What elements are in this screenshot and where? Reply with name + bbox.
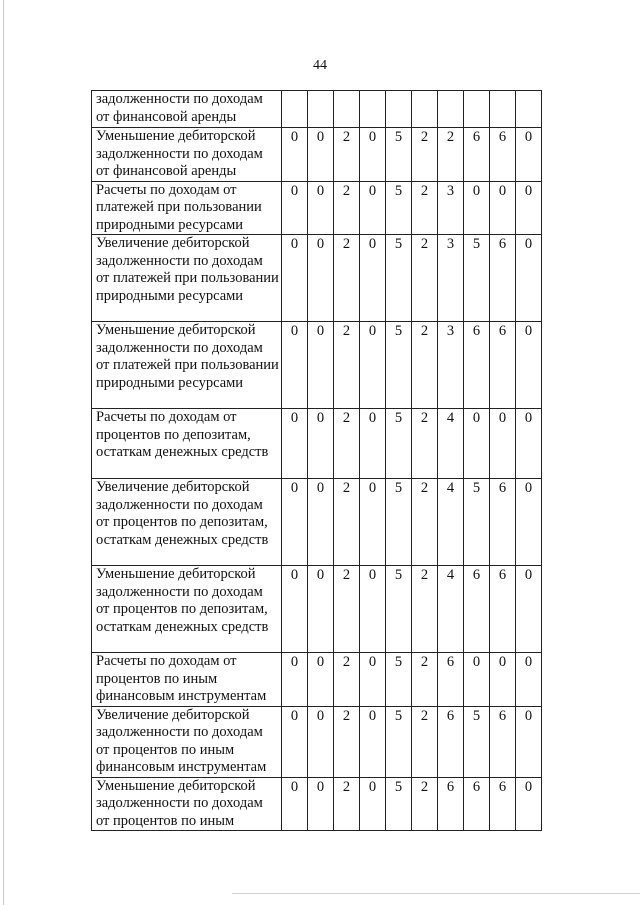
code-digit: 0 <box>516 566 542 653</box>
row-description: Уменьшение дебиторской задолженности по доходам от процентов по иным <box>92 777 282 831</box>
code-digit: 0 <box>516 653 542 707</box>
code-digit: 6 <box>464 777 490 831</box>
code-digit: 0 <box>360 322 386 409</box>
code-digit <box>516 91 542 128</box>
code-digit: 6 <box>490 479 516 566</box>
table-body <box>92 91 542 831</box>
code-digit: 0 <box>282 706 308 777</box>
code-digit: 5 <box>464 235 490 322</box>
row-description: Увеличение дебиторской задолженности по доходам от процентов по депозитам, остаткам денежных средств <box>92 479 282 566</box>
code-digit: 6 <box>490 235 516 322</box>
code-digit: 0 <box>308 653 334 707</box>
code-digit <box>412 91 438 128</box>
table-row <box>92 409 542 479</box>
code-digit <box>386 91 412 128</box>
code-digit: 0 <box>490 653 516 707</box>
code-digit: 0 <box>360 409 386 479</box>
code-digit: 0 <box>308 777 334 831</box>
table-row <box>92 322 542 409</box>
table-row <box>92 479 542 566</box>
scan-bottom-edge <box>232 893 640 894</box>
code-digit: 0 <box>360 653 386 707</box>
code-digit: 0 <box>282 409 308 479</box>
code-digit: 0 <box>360 706 386 777</box>
table-row <box>92 181 542 235</box>
code-digit: 2 <box>412 409 438 479</box>
code-digit: 0 <box>308 409 334 479</box>
code-digit: 2 <box>412 777 438 831</box>
code-digit: 6 <box>490 566 516 653</box>
code-digit: 0 <box>308 566 334 653</box>
code-digit: 3 <box>438 181 464 235</box>
code-digit: 6 <box>490 322 516 409</box>
code-digit: 2 <box>412 479 438 566</box>
code-digit: 5 <box>386 322 412 409</box>
code-digit <box>282 91 308 128</box>
code-digit: 0 <box>282 322 308 409</box>
code-digit: 2 <box>412 706 438 777</box>
code-digit: 0 <box>516 128 542 182</box>
code-digit: 2 <box>412 235 438 322</box>
code-digit: 2 <box>412 322 438 409</box>
code-digit: 0 <box>516 706 542 777</box>
code-digit: 6 <box>490 128 516 182</box>
code-digit: 6 <box>438 653 464 707</box>
code-digit: 2 <box>412 181 438 235</box>
code-digit: 2 <box>334 181 360 235</box>
table-row <box>92 91 542 128</box>
code-digit: 0 <box>464 181 490 235</box>
code-digit: 5 <box>386 566 412 653</box>
code-digit <box>360 91 386 128</box>
code-digit: 2 <box>412 128 438 182</box>
code-digit: 5 <box>386 706 412 777</box>
code-digit: 3 <box>438 322 464 409</box>
code-digit: 0 <box>308 479 334 566</box>
code-digit: 0 <box>308 128 334 182</box>
row-description: Уменьшение дебиторской задолженности по доходам от финансовой аренды <box>92 128 282 182</box>
code-digit: 4 <box>438 566 464 653</box>
code-digit: 5 <box>386 777 412 831</box>
code-digit <box>438 91 464 128</box>
code-digit: 0 <box>490 409 516 479</box>
code-digit <box>464 91 490 128</box>
table-row <box>92 777 542 831</box>
code-digit: 0 <box>282 777 308 831</box>
code-digit: 0 <box>282 653 308 707</box>
table-row <box>92 128 542 182</box>
row-description: Увеличение дебиторской задолженности по доходам от платежей при пользовании природными ресурсами <box>92 235 282 322</box>
code-digit: 4 <box>438 479 464 566</box>
code-digit: 2 <box>334 322 360 409</box>
account-codes-table <box>91 90 542 831</box>
code-digit: 5 <box>464 479 490 566</box>
code-digit: 6 <box>464 566 490 653</box>
code-digit: 0 <box>282 235 308 322</box>
table-row <box>92 706 542 777</box>
code-digit: 5 <box>386 181 412 235</box>
code-digit: 0 <box>282 566 308 653</box>
code-digit <box>334 91 360 128</box>
code-digit: 2 <box>334 128 360 182</box>
code-digit: 5 <box>386 128 412 182</box>
code-digit: 0 <box>516 479 542 566</box>
code-digit: 2 <box>334 566 360 653</box>
code-digit <box>490 91 516 128</box>
code-digit: 0 <box>516 181 542 235</box>
row-description: Расчеты по доходам от платежей при пользовании природными ресурсами <box>92 181 282 235</box>
code-digit: 0 <box>360 181 386 235</box>
code-digit: 6 <box>490 777 516 831</box>
code-digit: 2 <box>334 235 360 322</box>
scan-left-edge <box>3 0 4 905</box>
code-digit: 6 <box>464 322 490 409</box>
code-digit: 0 <box>282 479 308 566</box>
code-digit: 0 <box>308 181 334 235</box>
code-digit: 5 <box>386 409 412 479</box>
code-digit: 0 <box>308 235 334 322</box>
code-digit: 2 <box>438 128 464 182</box>
code-digit <box>308 91 334 128</box>
code-digit: 2 <box>334 777 360 831</box>
code-digit: 0 <box>360 777 386 831</box>
code-digit: 0 <box>516 322 542 409</box>
code-digit: 2 <box>412 653 438 707</box>
code-digit: 6 <box>490 706 516 777</box>
code-digit: 6 <box>464 128 490 182</box>
code-digit: 6 <box>438 777 464 831</box>
code-digit: 0 <box>516 777 542 831</box>
code-digit: 0 <box>282 181 308 235</box>
code-digit: 6 <box>438 706 464 777</box>
code-digit: 0 <box>360 479 386 566</box>
code-digit: 5 <box>386 653 412 707</box>
code-digit: 2 <box>334 706 360 777</box>
code-digit: 0 <box>308 706 334 777</box>
row-description: Уменьшение дебиторской задолженности по доходам от платежей при пользовании природными ресурсами <box>92 322 282 409</box>
code-digit: 2 <box>334 479 360 566</box>
code-digit: 0 <box>308 322 334 409</box>
code-digit: 3 <box>438 235 464 322</box>
row-description: Увеличение дебиторской задолженности по доходам от процентов по иным финансовым инструментам <box>92 706 282 777</box>
page-number: 44 <box>313 58 327 73</box>
table-row <box>92 235 542 322</box>
code-digit: 0 <box>464 653 490 707</box>
code-digit: 0 <box>464 409 490 479</box>
row-description: задолженности по доходам от финансовой аренды <box>92 91 282 128</box>
code-digit: 2 <box>334 653 360 707</box>
table-row <box>92 653 542 707</box>
code-digit: 2 <box>412 566 438 653</box>
code-digit: 5 <box>386 479 412 566</box>
code-digit: 0 <box>490 181 516 235</box>
code-digit: 0 <box>360 128 386 182</box>
code-digit: 0 <box>516 409 542 479</box>
row-description: Расчеты по доходам от процентов по депозитам, остаткам денежных средств <box>92 409 282 479</box>
code-digit: 5 <box>464 706 490 777</box>
row-description: Уменьшение дебиторской задолженности по доходам от процентов по депозитам, остаткам денежных средств <box>92 566 282 653</box>
row-description: Расчеты по доходам от процентов по иным финансовым инструментам <box>92 653 282 707</box>
code-digit: 4 <box>438 409 464 479</box>
code-digit: 0 <box>360 566 386 653</box>
code-digit: 0 <box>516 235 542 322</box>
code-digit: 5 <box>386 235 412 322</box>
code-digit: 2 <box>334 409 360 479</box>
table-row <box>92 566 542 653</box>
code-digit: 0 <box>360 235 386 322</box>
code-digit: 0 <box>282 128 308 182</box>
